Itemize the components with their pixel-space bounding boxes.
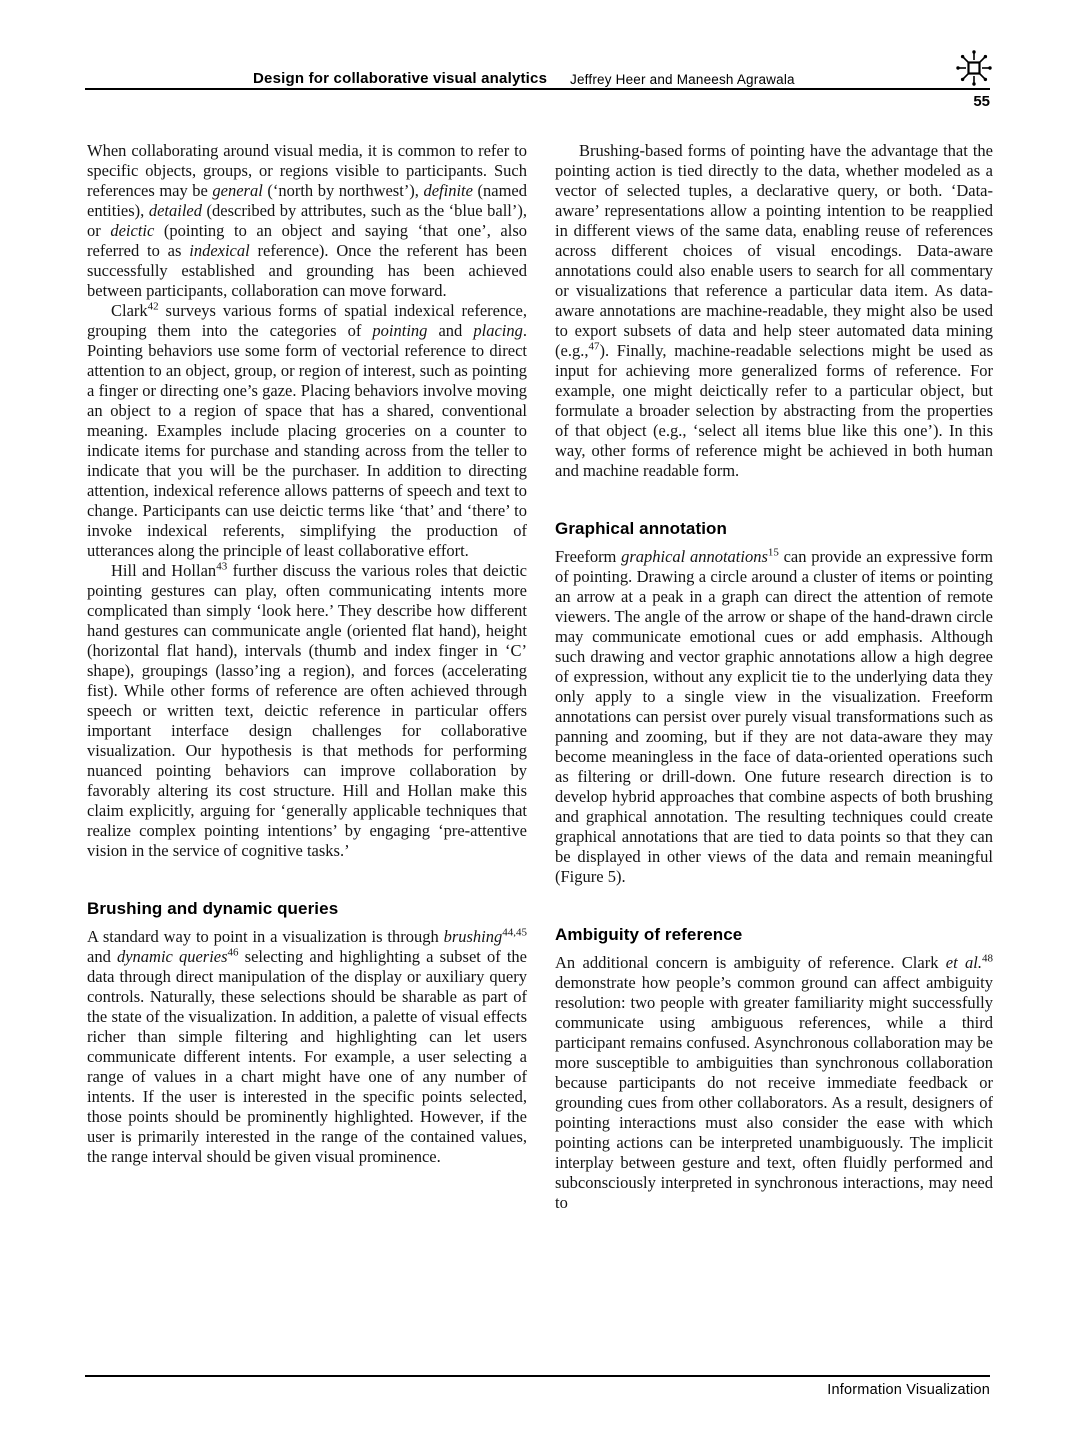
heading-brushing-and-dynamic-queries: Brushing and dynamic queries bbox=[87, 899, 339, 918]
paragraph-indexical-reference: When collaborating around visual media, it is common to refer to specific objects, groups, or regions visible to participants. Such references may be general (‘north by northwest’), definite (named entities), detailed (described by attributes, such as the ‘blue ball’), or deictic (pointing to an object and saying ‘that one’, also referred to as indexical reference). Once the referent has been successfully established and grounding has been achieved between participants, collaboration can move forward. bbox=[87, 141, 527, 300]
paragraph-brushing-based-pointing: Brushing-based forms of pointing have the advantage that the pointing action is tied directly to the data, whether modeled as a vector of selected tuples, a declarative query, or both. ‘Data-aware’ representations allow a pointing intention to be reapplied in different views of the same data, enabling reuse of references across different choices of visual encodings. Data-aware annotations could also enable users to search for all commentary or visualizations that reference a particular data item. As data-aware annotations are machine-readable, they might also be used to export subsets of data and help steer automated data mining (e.g.,$^{47}$). Finally, machine-readable selections might be used as input for achieving more generalized forms of reference. For example, one might deictically refer to a particular object, but formulate a broader selection by abstracting from the properties of that object (e.g., ‘select all items blue like this one’). In this way, other forms of reference might be achieved in both human and machine readable form. bbox=[555, 141, 993, 480]
header-rule bbox=[85, 88, 990, 90]
right-column bbox=[555, 141, 993, 1213]
paragraph-ambiguity: An additional concern is ambiguity of reference. Clark et al.$^{48}$ demonstrate how people’s common ground can affect ambiguity resolution: two people with greater familiarity might successfully communicate using ambiguous references, while a third participant remains confused. Asynchronous collaboration may be more susceptible to ambiguities than synchronous collaboration because participants do not receive immediate feedback or grounding cues from other collaborators. As a result, designers of pointing interactions must also consider the ease with which pointing actions can be interpreted unambiguously. The implicit interplay between gesture and text, often fluidly performed and subconsciously interpreted in synchronous interactions, may need to bbox=[555, 952, 993, 1212]
starburst-journal-logo-icon bbox=[954, 48, 994, 88]
paragraph-graphical-annotation: Freeform graphical annotations$^{15}$ can provide an expressive form of pointing. Drawing a circle around a cluster of items or pointing an arrow at a peak in a graph can direct the attention of remote viewers. The angle of the arrow or shape of the hand-drawn circle may communicate emotional cues or add emphasis. Although such drawing and vector graphic annotations allow a high degree of expression, without any explicit tie to the underlying data they only apply to a single view in the visualization. Freeform annotations can persist over purely visual transformations such as panning and zooming, but if they are not data-aware they may become meaningless in the face of data-oriented operations such as filtering or drill-down. One future research direction is to develop hybrid approaches that combine aspects of both brushing and graphical annotation. The resulting techniques could create graphical annotations that are tied to data points so that they can be displayed in other views of the data and remain meaningful (Figure 5). bbox=[555, 546, 993, 886]
authors: Jeffrey Heer and Maneesh Agrawala bbox=[570, 72, 795, 87]
page-number: 55 bbox=[973, 93, 990, 110]
heading-graphical-annotation: Graphical annotation bbox=[555, 519, 728, 538]
footer-rule bbox=[85, 1375, 990, 1377]
paragraph-brushing-queries: A standard way to point in a visualization is through brushing$^{44,45}$ and dynamic queries$^{46}$ selecting and highlighting a subset of the data through direct manipulation of the display or auxiliary query controls. Naturally, these selections should be sharable as part of the state of the visualization. In addition, a palette of visual effects richer than simple filtering and highlighting can let users communicate different intents. For example, a user selecting a range of values in a chart might have one of any number of intents. If the user is interested in the specific points selected, those points should be prominently highlighted. However, if the user is primarily interested in the range of the contained values, the range interval should be given visual prominence. bbox=[87, 926, 527, 1166]
running-title: Design for collaborative visual analytics bbox=[253, 70, 548, 87]
heading-ambiguity-of-reference: Ambiguity of reference bbox=[555, 925, 743, 944]
paragraph-clark-survey: Clark$^{42}$ surveys various forms of spatial indexical reference, grouping them into the categories of pointing and placing. Pointing behaviors use some form of vectorial reference to direct attention to an object, group, or region of interest, such as pointing a finger or directing one’s gaze. Placing behaviors involve moving an object to a region of space that has a shared, conventional meaning. Examples include placing groceries on a counter to indicate items for purchase and standing across from the teller to indicate that you will be the purchaser. In addition to directing attention, indexical reference allows patterns of speech and text to change. Participants can use deictic terms like ‘that’ and ‘there’ to invoke indexical referents, simplifying the production of utterances along the principle of least collaborative effort. bbox=[87, 300, 527, 560]
journal-name: Information Visualization bbox=[827, 1382, 990, 1398]
left-column bbox=[87, 141, 527, 1213]
paragraph-hill-hollan: Hill and Hollan$^{43}$ further discuss the various roles that deictic pointing gestures can play, often communicating intents more complicated than simply ‘look here.’ They describe how different hand gestures can communicate angle (oriented flat hand), height (horizontal flat hand), intervals (thumb and index finger in ‘C’ shape), groupings (lasso’ing a region), and forces (accelerating fist). While other forms of reference are often achieved through speech or written text, deictic reference in particular offers important interface design challenges for collaborative visualization. Our hypothesis is that methods for performing nuanced pointing behaviors can improve collaboration by favorably altering its cost structure. Hill and Hollan make this claim explicitly, arguing for ‘generally applicable techniques that realize complex pointing intentions’ by engaging ‘pre-attentive vision in the service of cognitive tasks.’ bbox=[87, 560, 527, 860]
page-body bbox=[87, 141, 993, 1213]
